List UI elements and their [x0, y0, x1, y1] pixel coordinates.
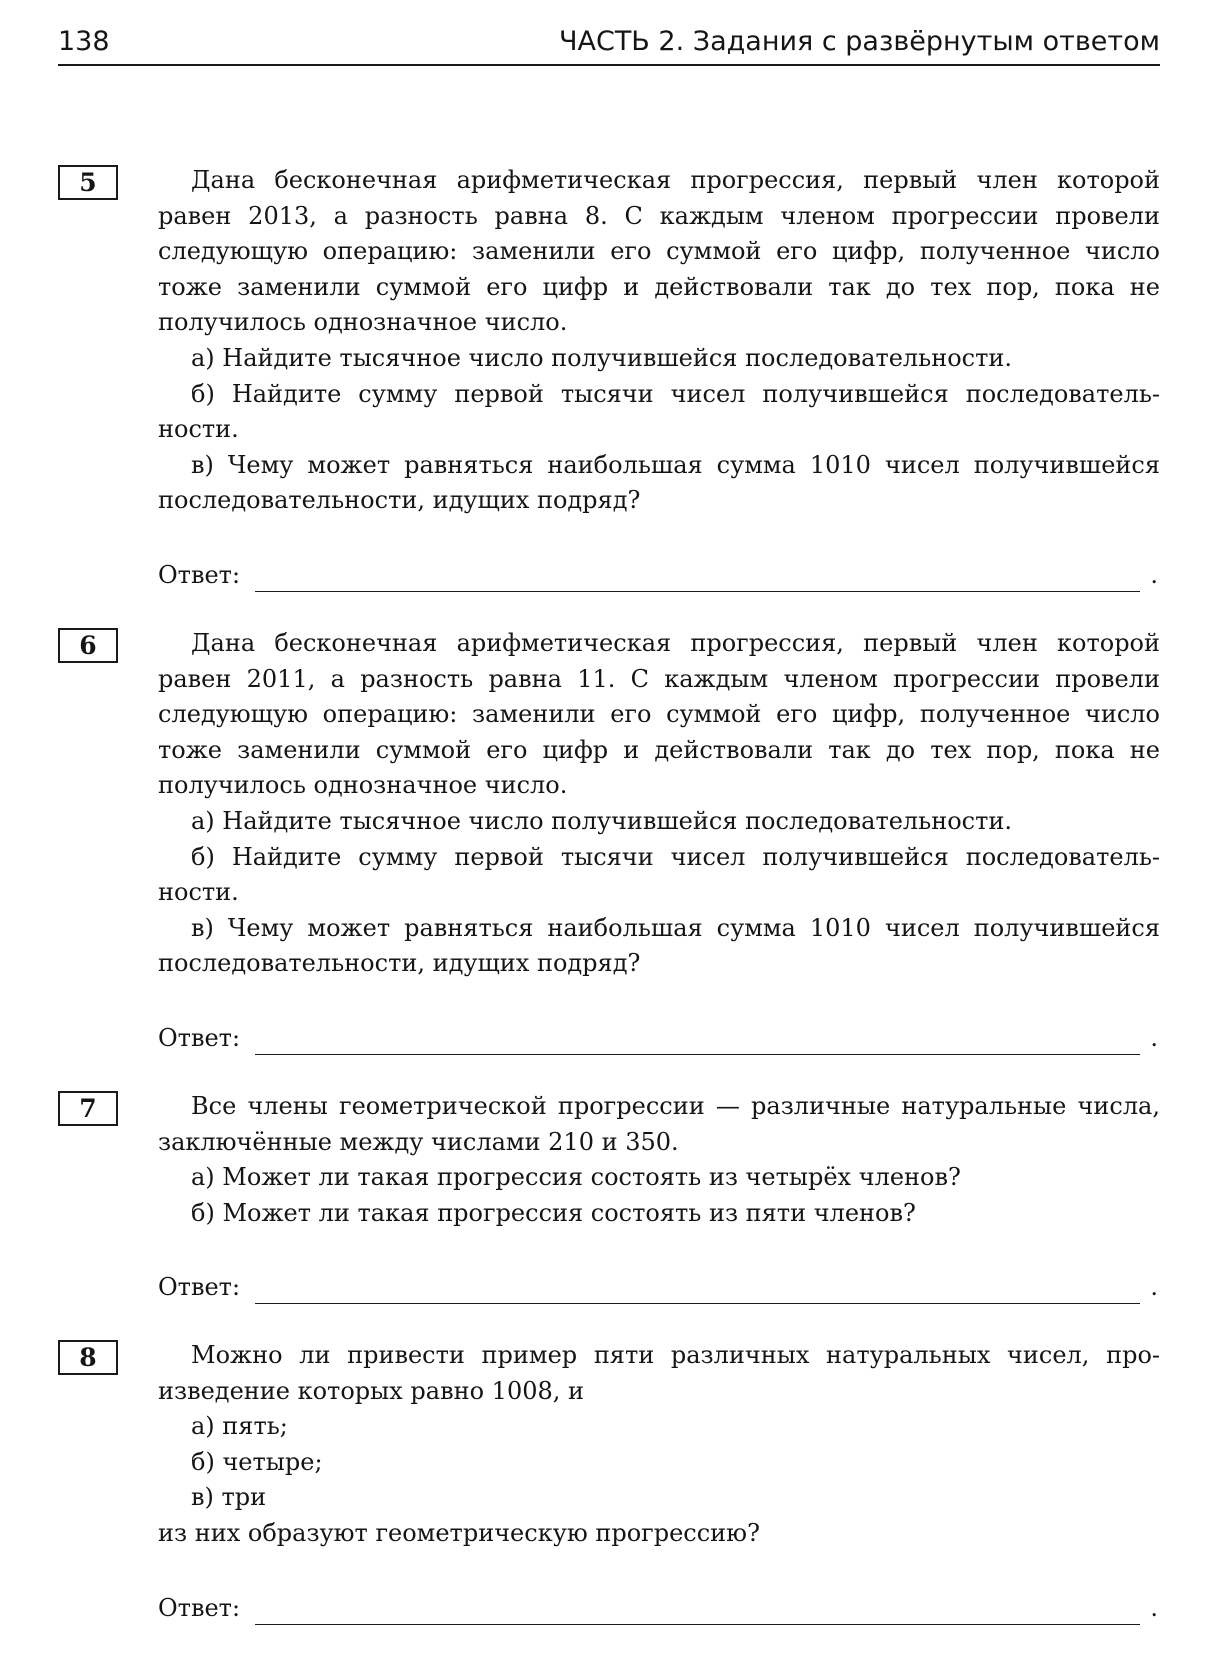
- task-statement: Все члены геометрической прогрессии — различные натуральные числа, заключённые между числами 210 и 350.: [158, 1092, 1160, 1156]
- subquestion-c: в) Чему может равняться наибольшая сумма 1010 чисел получившейся последовательности, идущих подряд?: [158, 450, 1160, 515]
- subquestion-b: б) Найдите сумму первой тысячи чисел получившейся последовательности.: [158, 842, 1160, 907]
- task-8: [58, 1338, 1160, 1552]
- task-body: [158, 1338, 1160, 1552]
- task-number-box: 5: [58, 165, 118, 200]
- answer-line[interactable]: [255, 1624, 1140, 1625]
- task-statement: Дана бесконечная арифметическая прогрессия, первый член которой равен 2011, а разность равна 11. С каждым членом прогрессии провели следующую операцию: заменили его суммой его цифр, полученное число тоже заменили суммой его цифр и действовали так до тех пор, пока не получилось однозначное число.: [158, 629, 1160, 800]
- page-header: [58, 18, 1160, 66]
- subquestion-a: а) Найдите тысячное число получившейся последовательности.: [191, 806, 1013, 835]
- answer-end-dot: .: [1150, 1024, 1158, 1052]
- task-statement: Дана бесконечная арифметическая прогрессия, первый член которой равен 2013, а разность равна 8. С каждым членом прогрессии провели следующую операцию: заменили его суммой его цифр, полученное число тоже заменили суммой его цифр и действовали так до тех пор, пока не получилось однозначное число.: [158, 166, 1160, 337]
- task-body: [158, 163, 1160, 519]
- task-6: [58, 626, 1160, 982]
- subquestion-c: в) три: [191, 1483, 267, 1512]
- task-statement: Можно ли привести пример пяти различных натуральных чисел, произведение которых равно 1008, и: [158, 1341, 1160, 1405]
- answer-line[interactable]: [255, 591, 1140, 592]
- subquestion-b: б) Найдите сумму первой тысячи чисел получившейся последовательности.: [158, 379, 1160, 444]
- answer-label: Ответ:: [158, 561, 241, 589]
- subquestion-b: б) Может ли такая прогрессия состоять из пяти членов?: [191, 1198, 916, 1227]
- running-title: ЧАСТЬ 2. Задания с развёрнутым ответом: [558, 26, 1160, 57]
- task-number-box: 6: [58, 628, 118, 663]
- subquestion-a: а) Найдите тысячное число получившейся последовательности.: [191, 343, 1013, 372]
- task-body: [158, 626, 1160, 982]
- answer-label: Ответ:: [158, 1024, 241, 1052]
- answer-end-dot: .: [1150, 1273, 1158, 1301]
- answer-field-8[interactable]: [158, 1594, 1160, 1630]
- page-number: 138: [58, 26, 110, 57]
- task-number-box: 8: [58, 1340, 118, 1375]
- answer-field-7[interactable]: [158, 1273, 1160, 1309]
- subquestion-a: а) Может ли такая прогрессия состоять из четырёх членов?: [191, 1163, 961, 1192]
- answer-field-6[interactable]: [158, 1024, 1160, 1060]
- subquestion-b: б) четыре;: [191, 1447, 323, 1476]
- task-7: [58, 1089, 1160, 1231]
- answer-field-5[interactable]: [158, 561, 1160, 597]
- answer-end-dot: .: [1150, 1594, 1158, 1622]
- answer-end-dot: .: [1150, 561, 1158, 589]
- task-5: [58, 163, 1160, 519]
- answer-line[interactable]: [255, 1303, 1140, 1304]
- task-number-box: 7: [58, 1091, 118, 1126]
- subquestion-a: а) пять;: [191, 1412, 288, 1441]
- subquestion-c: в) Чему может равняться наибольшая сумма 1010 чисел получившейся последовательности, идущих подряд?: [158, 913, 1160, 978]
- task-body: [158, 1089, 1160, 1231]
- answer-label: Ответ:: [158, 1594, 241, 1622]
- answer-label: Ответ:: [158, 1273, 241, 1301]
- answer-line[interactable]: [255, 1054, 1140, 1055]
- task-tail: из них образуют геометрическую прогрессию?: [158, 1518, 760, 1547]
